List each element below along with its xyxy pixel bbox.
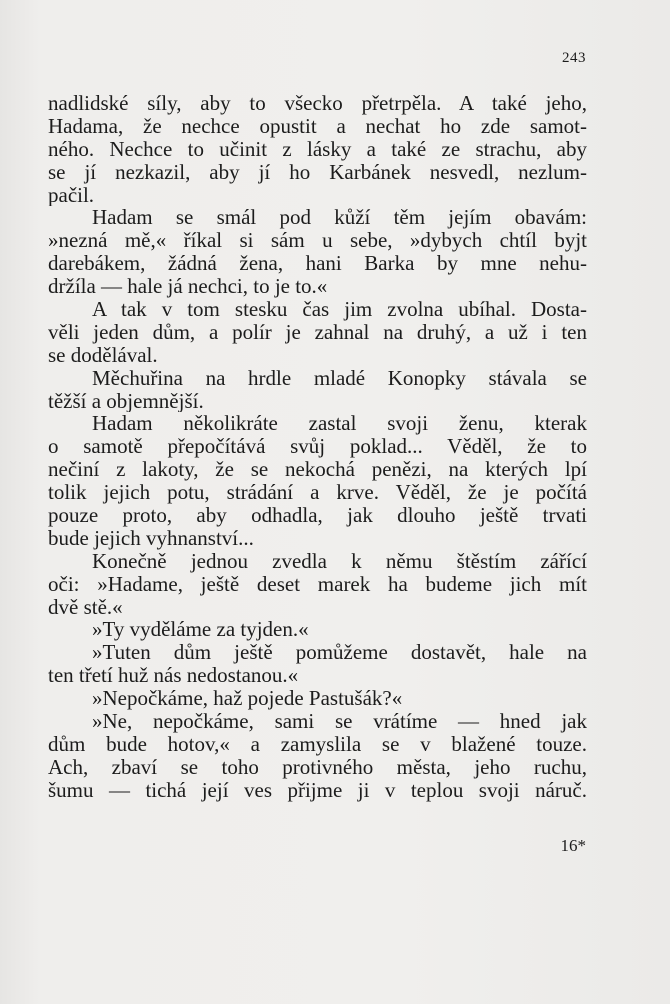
text-line: Hadama, že nechce opustit a nechat ho zde samot- [48, 114, 587, 138]
text-line: dvě stě.« [48, 595, 123, 619]
text-line: se jí nezkazil, aby jí ho Karbánek nesvedl, nezlum- [48, 160, 587, 184]
text-line: nadlidské síly, aby to všecko přetrpěla. A také jeho, [48, 92, 587, 115]
text-line: věli jeden dům, a polír je zahnal na druhý, a už i ten [48, 320, 587, 344]
text-line: ného. Nechce to učinit z lásky a také ze strachu, aby [48, 137, 587, 161]
text-line: nečiní z lakoty, že se nekochá penězi, na kterých lpí [48, 458, 587, 482]
text-line: dům bude hotov,« a zamyslila se v blažené touze. [48, 732, 587, 756]
text-line: A tak v tom stesku čas jim zvolna ubíhal. Dosta- [92, 298, 587, 321]
body-text [48, 92, 587, 802]
text-line: Hadam několikráte zastal svoji ženu, kterak [92, 412, 587, 436]
text-line: Konečně jednou zvedla k němu štěstím zářící [92, 549, 587, 573]
text-line: oči: »Hadame, ještě deset marek ha budeme jich mít [48, 572, 587, 596]
text-line: »Tuten dům ještě pomůžeme dostavět, hale na [92, 641, 587, 665]
text-line: těžší a objemnější. [48, 389, 204, 413]
text-line: »nezná mě,« říkal si sám u sebe, »dybych chtíl byjt [48, 229, 587, 253]
text-line: šumu — tichá její ves přijme ji v teplou svoji náruč. [48, 778, 587, 802]
text-line: Ach, zbaví se toho protivného města, jeho ruchu, [48, 755, 587, 779]
text-line: pouze proto, aby odhadla, jak dlouho ještě trvati [48, 504, 587, 527]
text-line: darebákem, žádná žena, hani Barka by mne nehu- [48, 252, 587, 276]
text-line: Měchuřina na hrdle mladé Konopky stávala se [92, 366, 587, 390]
text-line: ten třetí huž nás nedostanou.« [48, 664, 299, 688]
text-line: pačil. [48, 183, 95, 207]
text-line: o samotě přepočítává svůj poklad... Věděl, že to [48, 435, 587, 459]
text-line: »Ty vyděláme za tyjden.« [92, 618, 309, 642]
signature-mark: 16* [560, 836, 586, 855]
page-number: 243 [562, 50, 586, 66]
text-line: »Ne, nepočkáme, sami se vrátíme — hned jak [92, 710, 587, 733]
text-line: bude jejich vyhnanství... [48, 526, 254, 550]
text-line: Hadam se smál pod kůží těm jejím obavám: [92, 206, 587, 230]
text-line: se dodělával. [48, 343, 158, 367]
text-line: držíla — hale já nechci, to je to.« [48, 275, 328, 299]
text-line: »Nepočkáme, haž pojede Pastušák?« [92, 687, 403, 711]
text-line: tolik jejich potu, strádání a krve. Věděl, že je počítá [48, 481, 587, 505]
